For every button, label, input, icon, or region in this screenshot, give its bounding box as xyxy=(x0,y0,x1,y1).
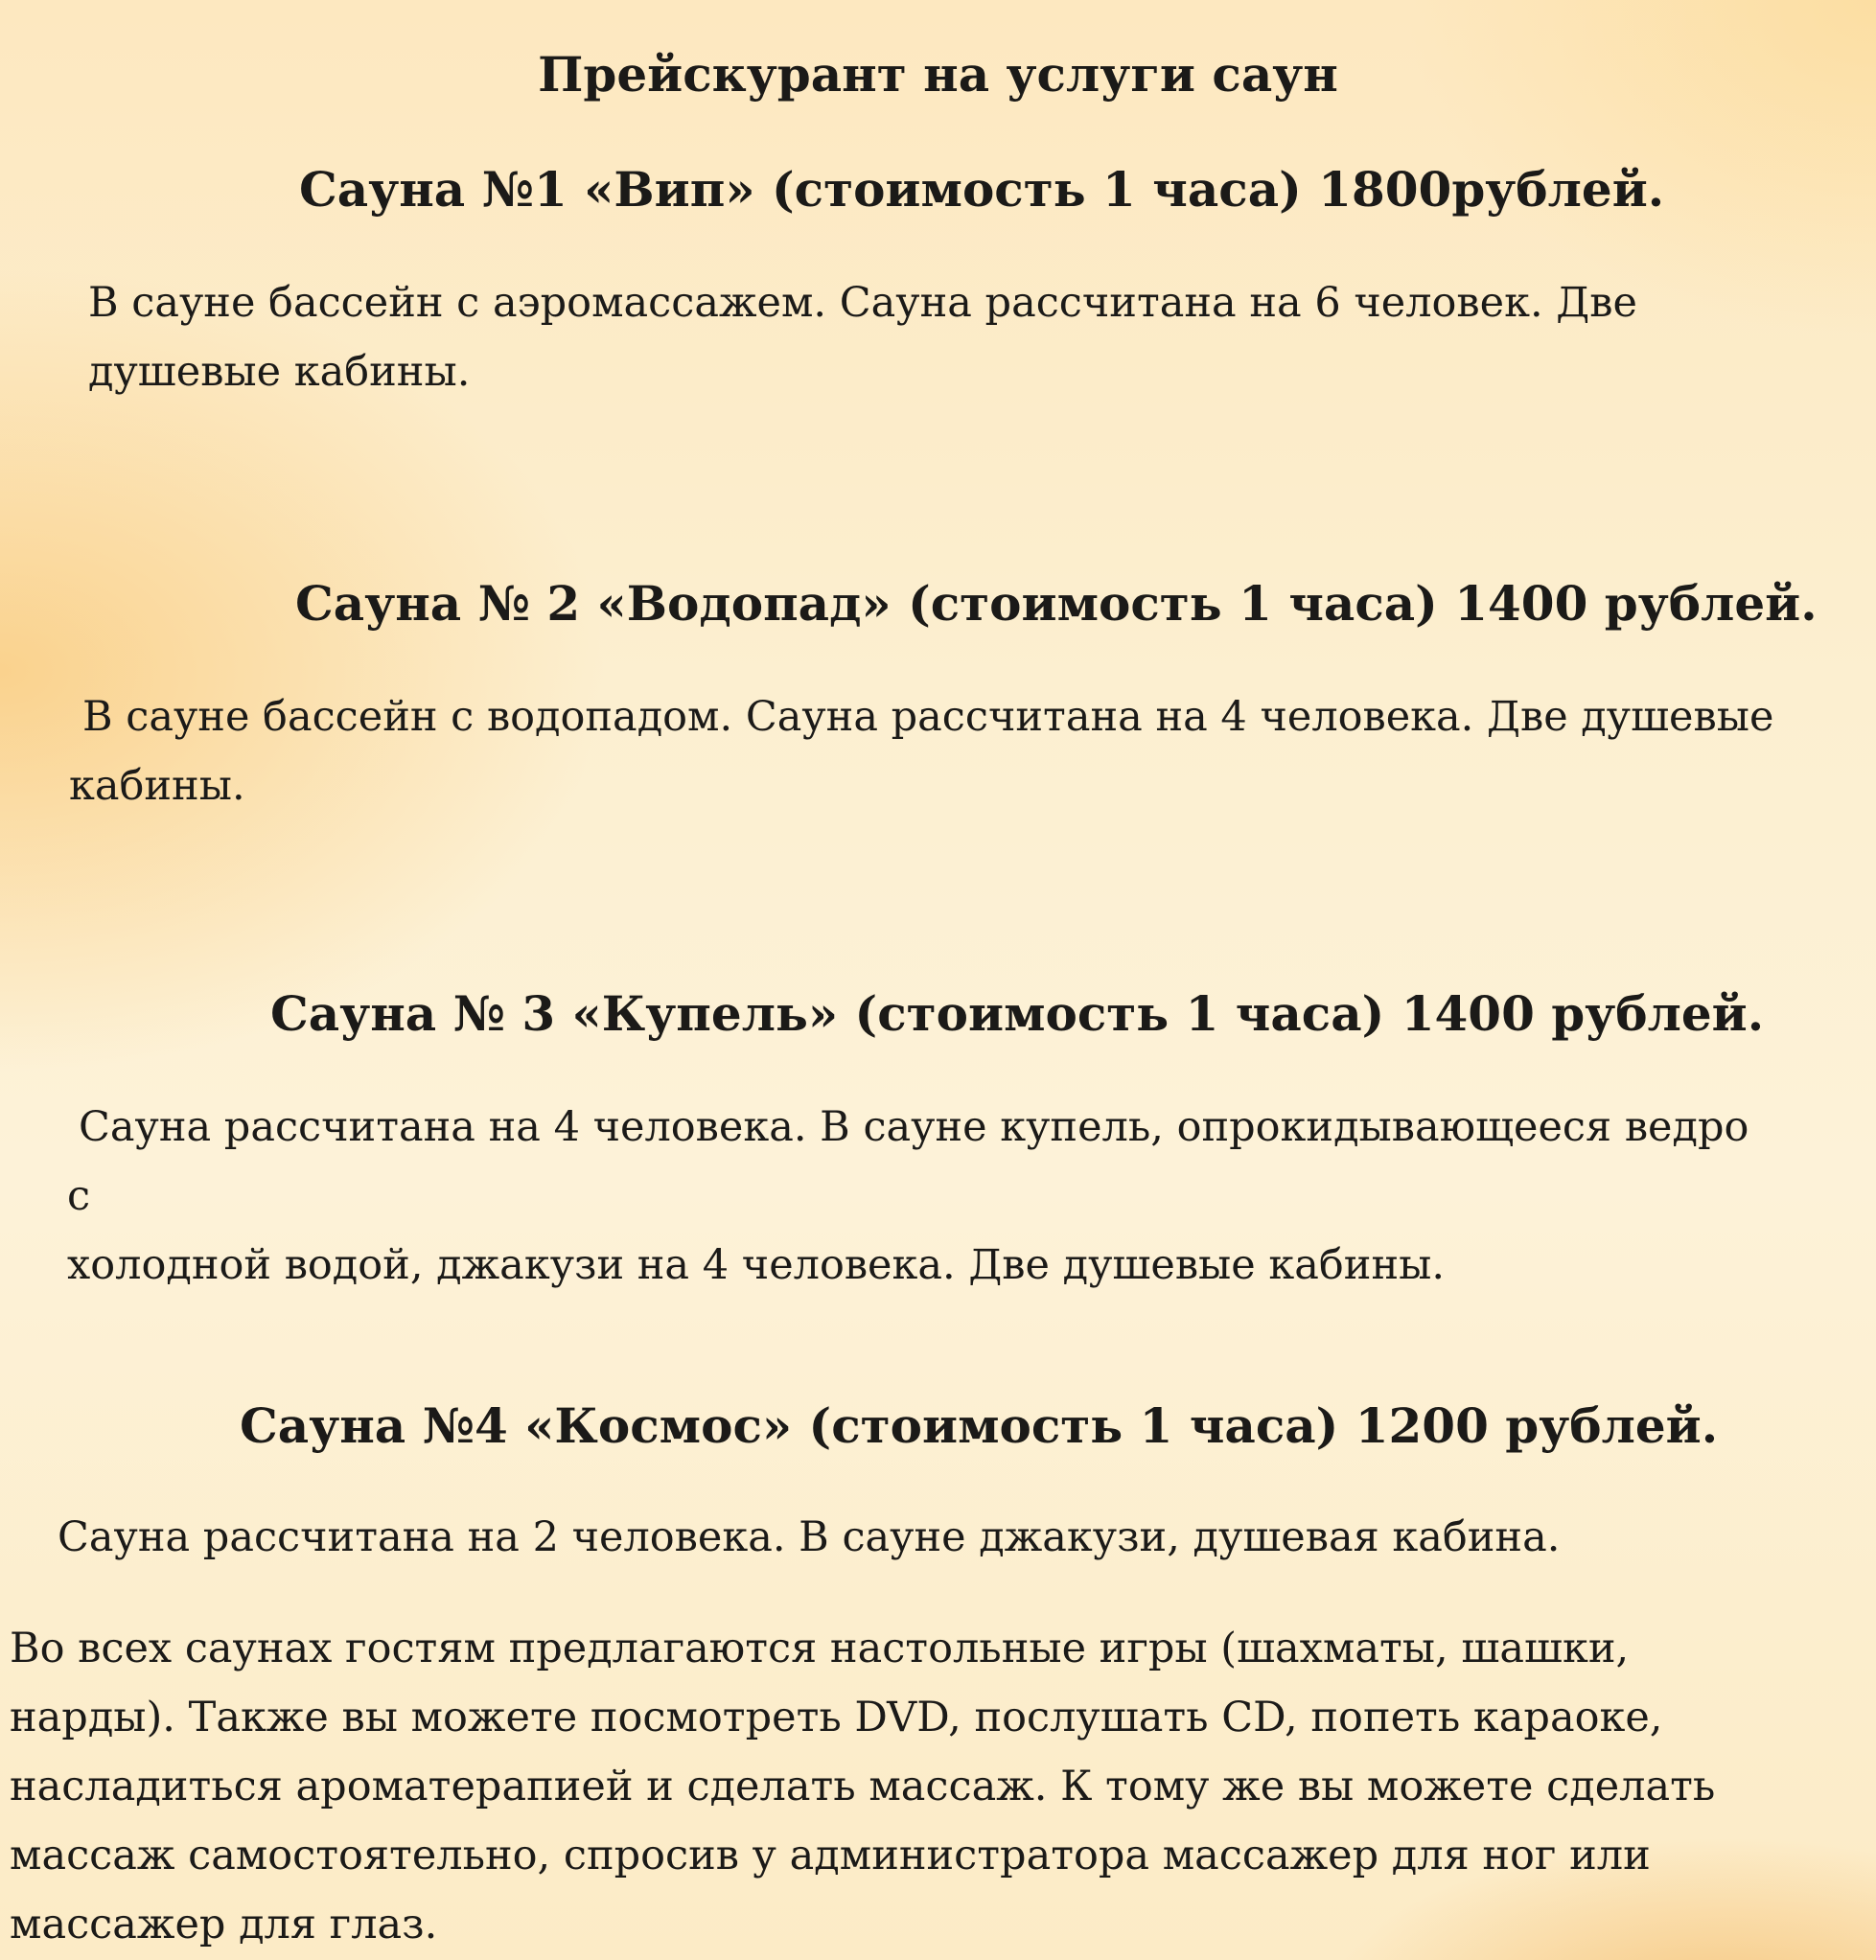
sauna-3-line-2-wrap xyxy=(67,1162,1749,1300)
sauna-2-heading: Сауна № 2 «Водопад» (стоимость 1 часа) 1400 рублей. xyxy=(295,575,1818,632)
sauna-3-line-1: Сауна рассчитана на 4 человека. В сауне купель, опрокидывающееся ведро xyxy=(79,1103,1749,1151)
sauna-2-line-2: кабины. xyxy=(69,762,245,810)
amenities-line-1: Во всех саунах гостям предлагаются настольные игры (шахматы, шашки, xyxy=(10,1625,1630,1672)
sauna-3-description xyxy=(67,1093,1749,1300)
sauna-1-description xyxy=(88,268,1637,406)
sauna-3-line-2-start: с xyxy=(67,1172,91,1220)
sauna-2-description xyxy=(69,682,1773,820)
amenities-line-3: насладиться ароматерапией и сделать массаж. К тому же вы можете сделать xyxy=(10,1763,1716,1810)
sauna-4-line-1: Сауна рассчитана на 2 человека. В сауне джакузи, душевая кабина. xyxy=(58,1513,1561,1561)
amenities-line-2: нарды). Также вы можете посмотреть DVD, послушать CD, попеть караоке, xyxy=(10,1694,1663,1741)
sauna-1-line-2: душевые кабины. xyxy=(88,348,471,396)
amenities-paragraph xyxy=(10,1614,1715,1959)
sauna-1-heading: Сауна №1 «Вип» (стоимость 1 часа) 1800рублей. xyxy=(299,161,1665,218)
amenities-line-4: массаж самостоятельно, спросив у администратора массажер для ног или xyxy=(10,1832,1651,1879)
sauna-4-heading: Сауна №4 «Космос» (стоимость 1 часа) 1200 рублей. xyxy=(240,1397,1719,1454)
sauna-4-description xyxy=(58,1503,1560,1572)
sauna-3-heading: Сауна № 3 «Купель» (стоимость 1 часа) 1400 рублей. xyxy=(270,985,1765,1042)
sauna-3-line-2-rest: холодной водой, джакузи на 4 человека. Две душевые кабины. xyxy=(67,1241,1445,1289)
amenities-line-5: массажер для глаз. xyxy=(10,1901,438,1948)
sauna-1-line-1: В сауне бассейн с аэромассажем. Сауна рассчитана на 6 человек. Две xyxy=(88,279,1637,327)
page-title: Прейскурант на услуги саун xyxy=(538,46,1338,103)
sauna-2-line-1: В сауне бассейн с водопадом. Сауна рассчитана на 4 человека. Две душевые xyxy=(82,693,1774,741)
